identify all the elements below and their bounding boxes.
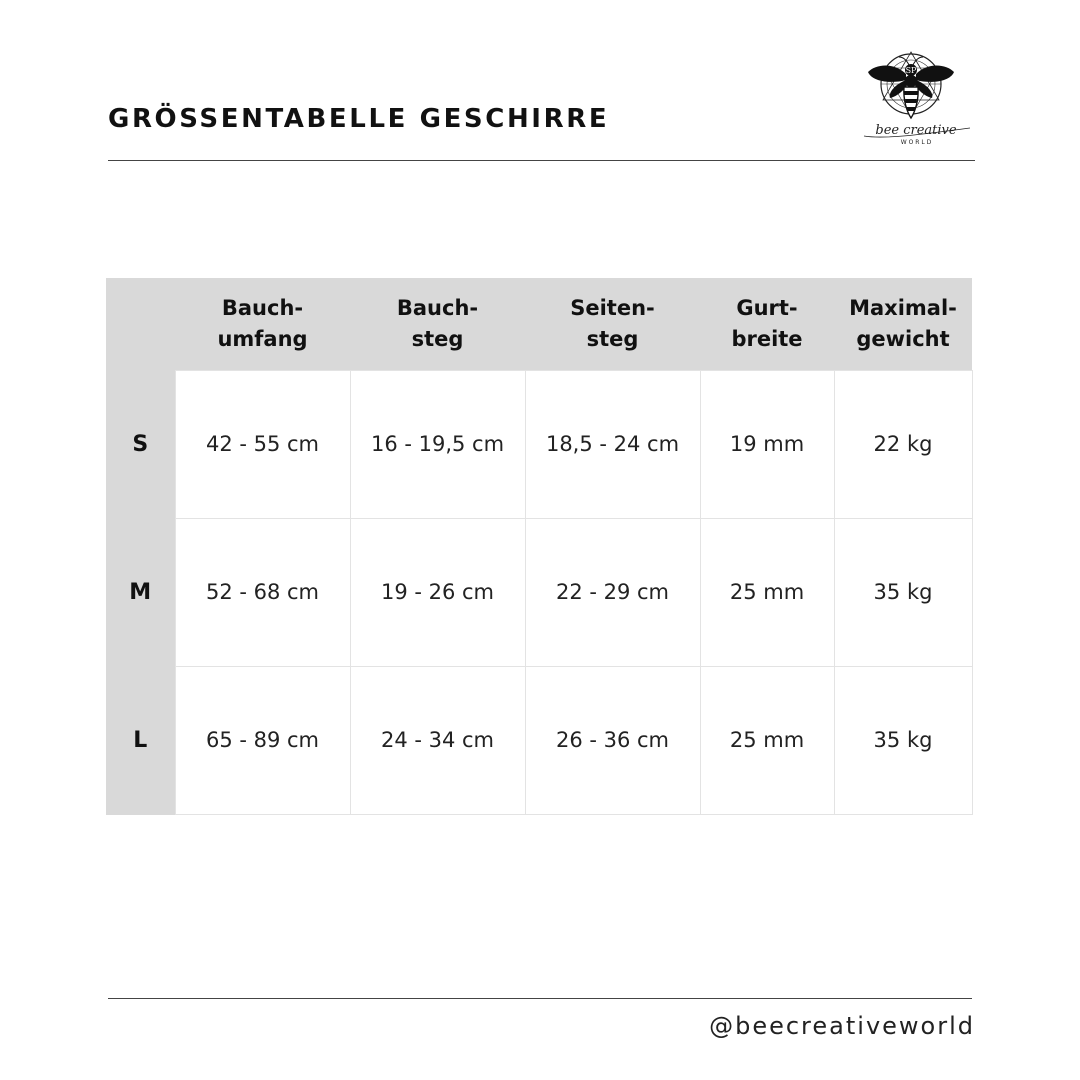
table-cell: 25 mm	[700, 666, 834, 814]
bottom-divider	[108, 998, 972, 999]
brand-logo	[858, 48, 974, 148]
logo-monogram: SP	[905, 66, 917, 75]
table-cell: 22 - 29 cm	[525, 518, 700, 666]
bee-icon	[858, 48, 974, 148]
logo-script-text: bee creative	[875, 123, 957, 138]
size-label: S	[106, 370, 175, 518]
table-cell: 42 - 55 cm	[175, 370, 350, 518]
table-cell: 24 - 34 cm	[350, 666, 525, 814]
table-cell: 19 mm	[700, 370, 834, 518]
size-table	[106, 278, 973, 815]
top-divider	[108, 160, 975, 161]
table-cell: 52 - 68 cm	[175, 518, 350, 666]
header-gurtbreite: Gurt- breite	[700, 278, 834, 370]
table-row	[106, 370, 972, 518]
table-row	[106, 666, 972, 814]
header-bauchumfang: Bauch- umfang	[175, 278, 350, 370]
header-corner	[106, 278, 175, 370]
table-cell: 65 - 89 cm	[175, 666, 350, 814]
table-cell: 25 mm	[700, 518, 834, 666]
header-bauchsteg: Bauch- steg	[350, 278, 525, 370]
table-cell: 18,5 - 24 cm	[525, 370, 700, 518]
table-header-row	[106, 278, 972, 370]
logo-subtext: W O R L D	[900, 139, 932, 146]
header-maximalgewicht: Maximal- gewicht	[834, 278, 972, 370]
table-cell: 35 kg	[834, 518, 972, 666]
size-label: M	[106, 518, 175, 666]
page-title: GRÖSSENTABELLE GESCHIRRE	[108, 104, 610, 134]
table-cell: 22 kg	[834, 370, 972, 518]
size-label: L	[106, 666, 175, 814]
table-cell: 26 - 36 cm	[525, 666, 700, 814]
table-cell: 35 kg	[834, 666, 972, 814]
header-seitensteg: Seiten- steg	[525, 278, 700, 370]
table-cell: 19 - 26 cm	[350, 518, 525, 666]
social-handle: @beecreativeworld	[709, 1012, 975, 1040]
table-cell: 16 - 19,5 cm	[350, 370, 525, 518]
table-row	[106, 518, 972, 666]
